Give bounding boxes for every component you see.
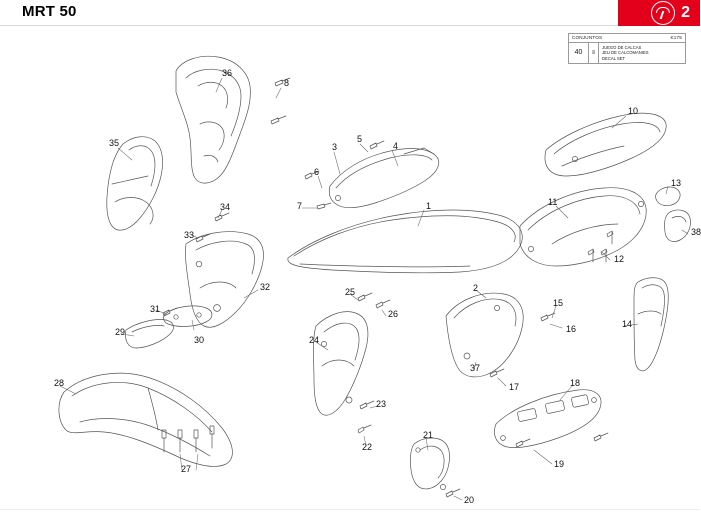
screw-25 [358, 293, 372, 301]
screw-19b [594, 433, 608, 441]
part-29-shape [125, 320, 173, 348]
callout-22: 22 [362, 442, 373, 452]
footer-rule [0, 509, 700, 514]
screw-7 [317, 203, 331, 209]
callout-27: 27 [181, 464, 192, 474]
diagram-svg [0, 26, 700, 514]
callout-26: 26 [388, 309, 399, 319]
callout-17: 17 [509, 382, 520, 392]
part-38-shape [665, 210, 691, 242]
callout-11: 11 [548, 197, 558, 207]
part-2-shape [446, 293, 523, 377]
part-36-shape [176, 56, 250, 183]
callout-3: 3 [332, 142, 338, 152]
callout-4: 4 [393, 141, 399, 151]
screw-12a [607, 231, 613, 244]
part-28-shape [59, 373, 232, 466]
part-3-4-shape [329, 148, 439, 208]
page-header [0, 0, 700, 26]
fasteners-group [162, 78, 613, 497]
legend-name-fr: JEU DE CALCOMANIES [602, 50, 649, 56]
callout-31: 31 [150, 304, 161, 314]
part-10-shape [545, 113, 666, 176]
callout-1: 1 [426, 201, 432, 211]
screw-26 [376, 300, 390, 308]
callout-16: 16 [566, 324, 577, 334]
parts-diagram [0, 26, 700, 514]
screw-12c [601, 249, 607, 262]
callout-38: 38 [691, 227, 701, 237]
callout-30: 30 [194, 335, 205, 345]
part-13-shape [656, 187, 681, 206]
callout-2: 2 [473, 283, 479, 293]
callout-5: 5 [357, 134, 363, 144]
callout-24: 24 [309, 335, 320, 345]
derbi-logo-icon [651, 1, 675, 25]
callout-28: 28 [54, 378, 65, 388]
callout-32: 32 [260, 282, 271, 292]
screw-17 [490, 369, 504, 377]
callout-15: 15 [553, 298, 564, 308]
leader-lines [60, 78, 688, 500]
legend-header-right: K175 [670, 35, 682, 40]
callout-25: 25 [345, 287, 356, 297]
callout-33: 33 [184, 230, 195, 240]
callout-13: 13 [671, 178, 682, 188]
screw-5 [370, 141, 384, 149]
screw-19a [516, 439, 530, 447]
brand-block [618, 0, 700, 26]
screw-16 [541, 313, 555, 321]
screw-34 [215, 213, 229, 221]
callout-7: 7 [297, 201, 303, 211]
part-32-shape [185, 232, 263, 328]
callout-36: 36 [222, 68, 233, 78]
callout-10: 10 [628, 106, 639, 116]
callout-18: 18 [570, 378, 581, 388]
page-title: MRT 50 [22, 3, 77, 20]
callout-34: 34 [220, 202, 231, 212]
legend-name-es: JUEGO DE CALCAS [602, 44, 642, 50]
callout-8: 8 [284, 78, 290, 88]
legend-symbol-icon: ≡ [589, 43, 599, 63]
screw-12b [588, 249, 594, 262]
callout-14: 14 [622, 319, 633, 329]
screw-8b [271, 116, 286, 124]
part-18-shape [494, 390, 601, 448]
callout-12: 12 [614, 254, 625, 264]
callout-35: 35 [109, 138, 120, 148]
callout-29: 29 [115, 327, 126, 337]
part-14-shape [634, 278, 668, 371]
legend-quantity: 40 [569, 43, 589, 63]
screw-27b [178, 430, 182, 452]
callout-19: 19 [554, 459, 565, 469]
callout-23: 23 [376, 399, 387, 409]
screw-20 [446, 489, 460, 497]
page-number: 2 [681, 4, 690, 21]
part-30-shape [164, 306, 213, 327]
part-35-shape [107, 137, 163, 230]
part-11-shape [520, 188, 646, 266]
legend-header-left: CONJUNTOS [572, 35, 603, 40]
screw-27a [162, 430, 166, 452]
screw-22 [358, 425, 371, 433]
callout-6: 6 [314, 167, 320, 177]
part-21-shape [410, 438, 449, 490]
callout-20: 20 [464, 495, 475, 505]
callout-37: 37 [470, 363, 481, 373]
part-1-shape [288, 210, 522, 273]
part-24-shape [314, 312, 368, 416]
legend-name-en: DECAL SET [602, 56, 626, 62]
screw-27d [210, 426, 214, 448]
callout-21: 21 [423, 430, 434, 440]
